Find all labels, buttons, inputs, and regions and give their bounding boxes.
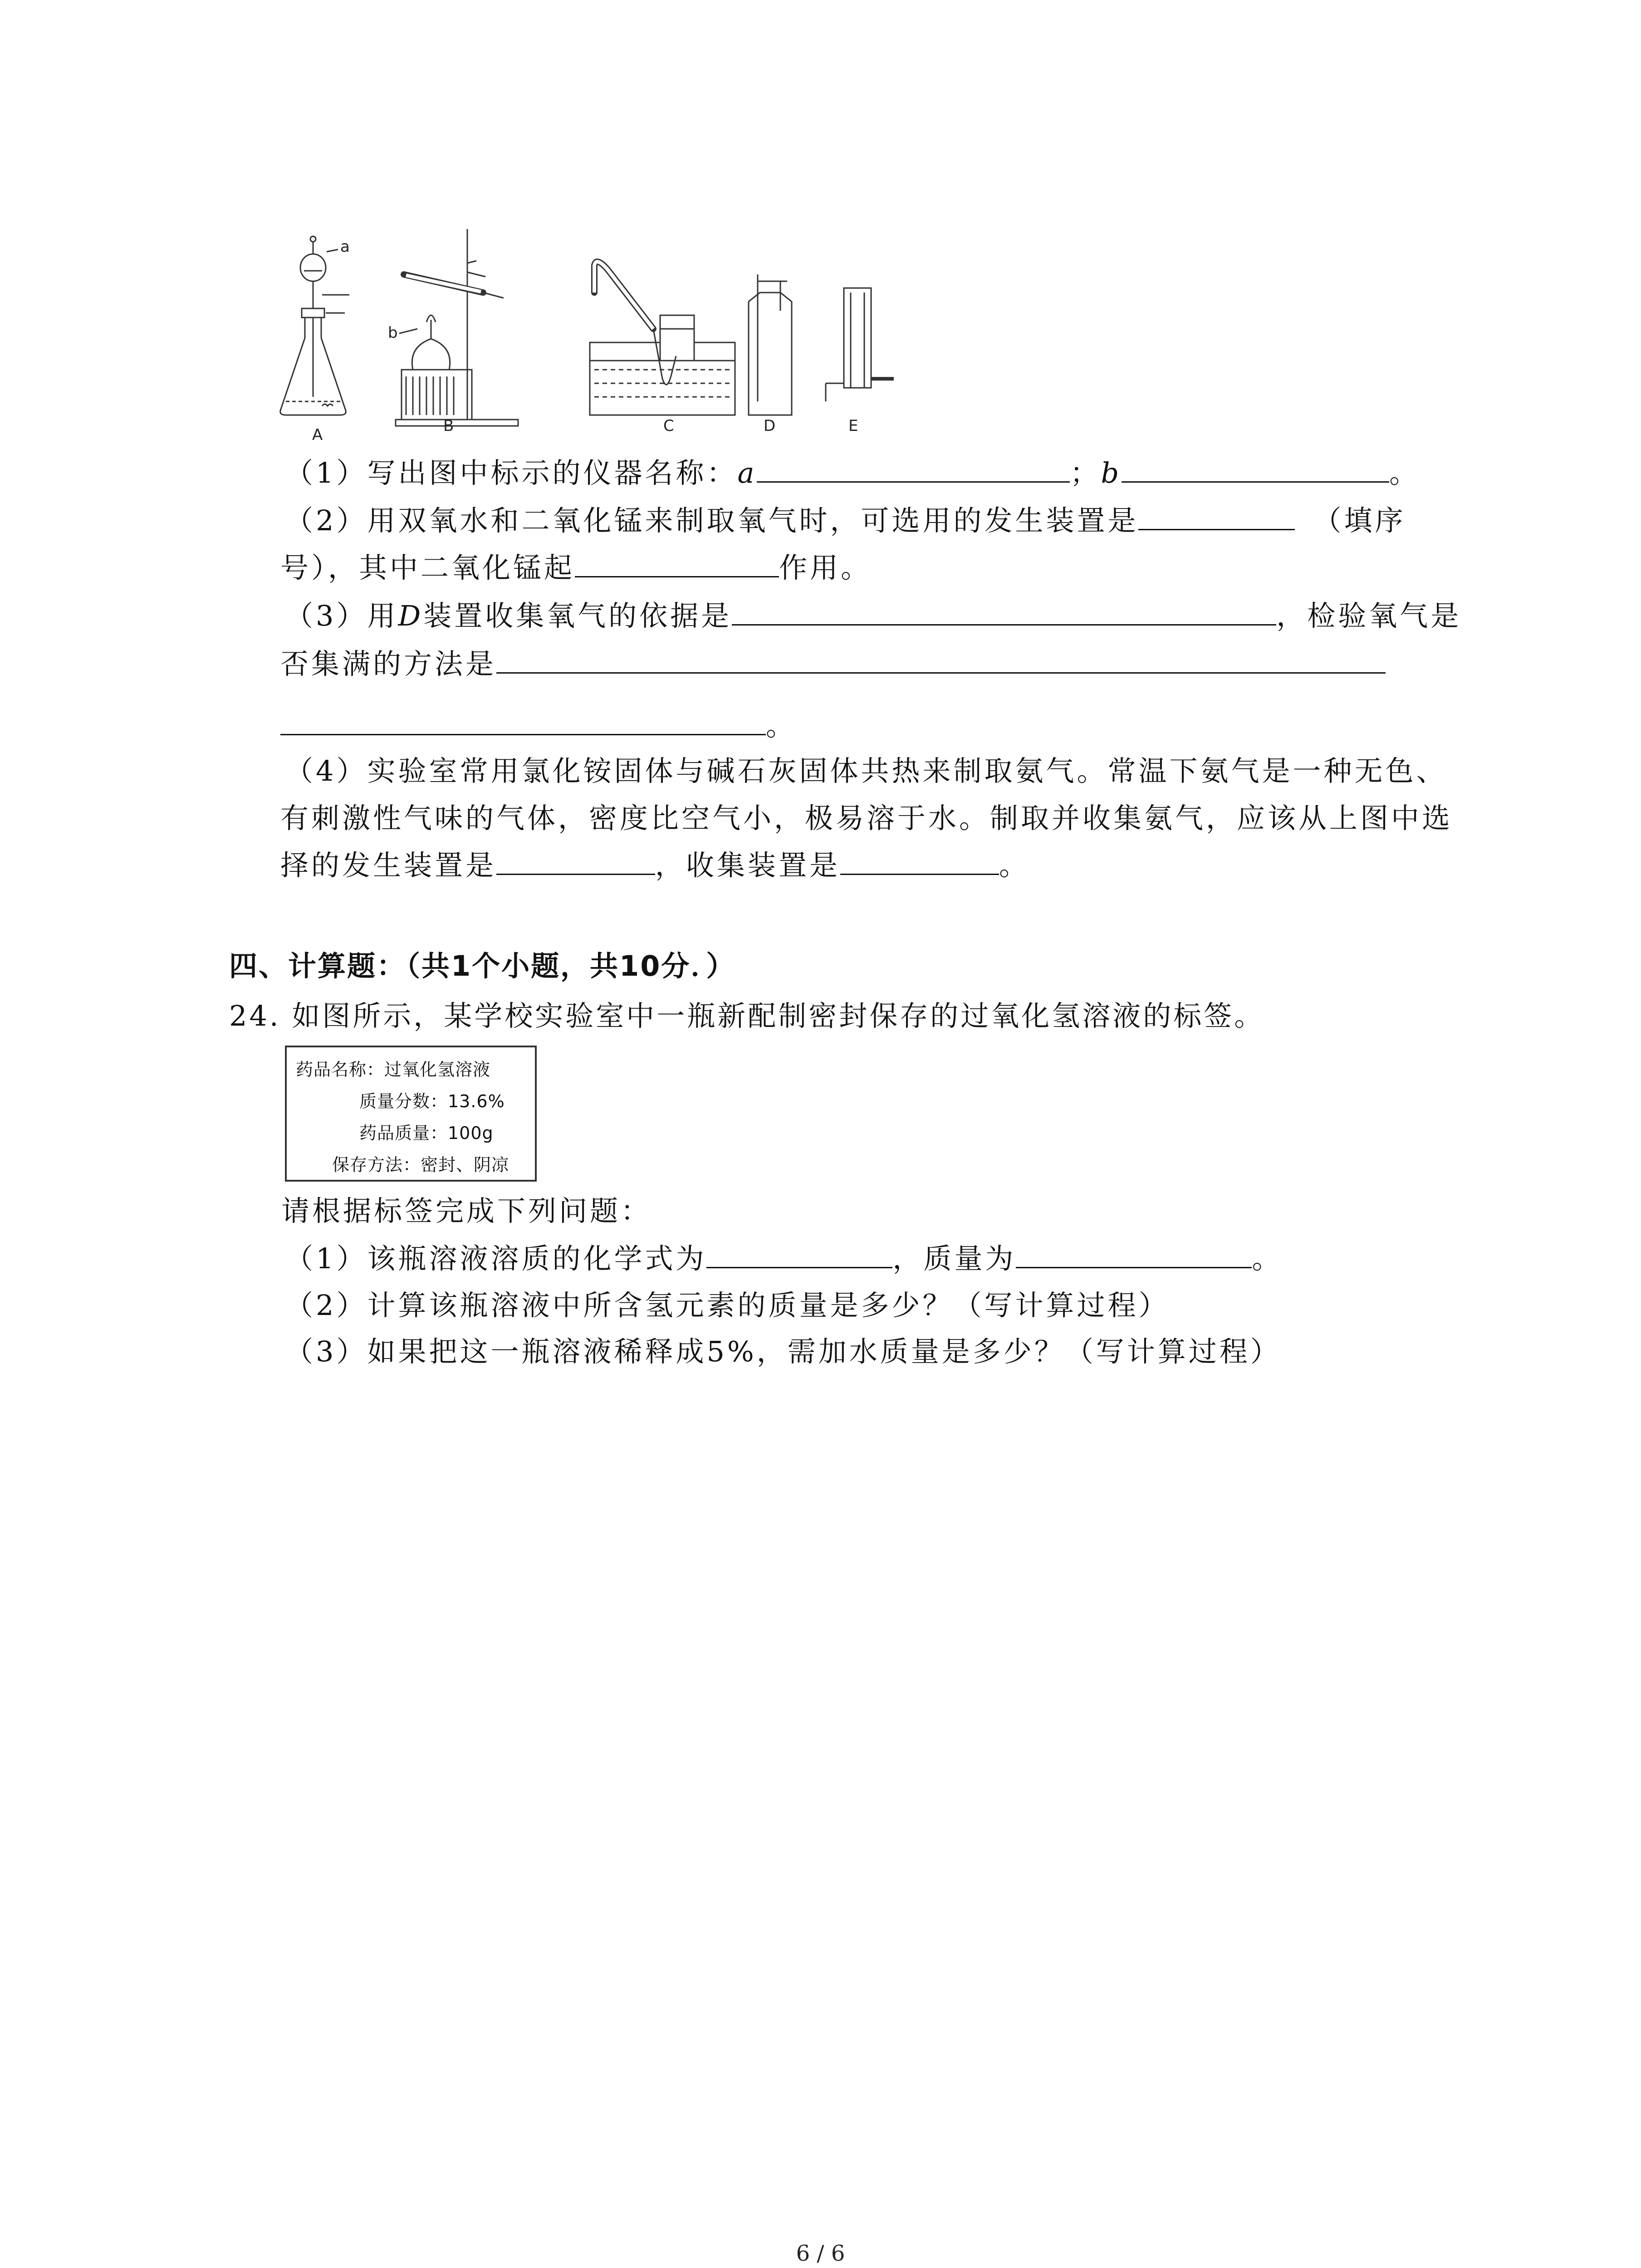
caption-b: B: [443, 417, 454, 435]
reagent-label: [285, 1046, 537, 1182]
q24-part2: （2）计算该瓶溶液中所含氢元素的质量是多少？（写计算过程）: [285, 1289, 1170, 1322]
apparatus-c: [590, 262, 735, 415]
label-mass: 药品质量：100g: [359, 1123, 494, 1143]
q23-part4-line3: 择的发生装置是 ，收集装置是 。: [280, 847, 1030, 884]
answer-blank-role[interactable]: [575, 550, 779, 577]
caption-d: D: [764, 417, 776, 435]
label-storage: 保存方法：密封、阴凉: [332, 1155, 509, 1175]
q24-part3: （3）如果把这一瓶溶液稀释成5%，需加水质量是多少？（写计算过程）: [285, 1335, 1281, 1368]
answer-blank-a[interactable]: [757, 455, 1070, 483]
q23-part2-line1: （2）用双氧水和二氧化锰来制取氧气时，可选用的发生装置是 （填序: [285, 503, 1406, 539]
answer-blank-b[interactable]: [1122, 455, 1389, 483]
caption-a: A: [312, 426, 323, 442]
label-b: b: [388, 324, 398, 342]
q23-part1: （1）写出图中标示的仪器名称：a ；b 。: [285, 455, 1420, 491]
q23-part3-line1: （3）用D装置收集氧气的依据是 ，检验氧气是: [285, 598, 1461, 634]
section-heading: 四、计算题：（共1个小题，共10分．）: [229, 949, 736, 982]
answer-blank-nh3-generator[interactable]: [496, 847, 655, 875]
q23-part3-line3: 。: [280, 708, 797, 744]
caption-c: C: [663, 417, 674, 435]
answer-blank-method-cont[interactable]: [280, 708, 766, 735]
label-fraction: 质量分数：13.6%: [359, 1091, 505, 1111]
q24-intro: 请根据标签完成下列问题：: [281, 1194, 652, 1227]
q24-stem: 24. 如图所示，某学校实验室中一瓶新配制密封保存的过氧化氢溶液的标签。: [229, 999, 1265, 1032]
q23-part2-line2: 号），其中二氧化锰起 作用。: [280, 550, 872, 586]
apparatus-figure: [277, 220, 921, 442]
q24-part1: （1）该瓶溶液溶质的化学式为 ，质量为 。: [285, 1241, 1283, 1277]
label-a: a: [340, 238, 350, 256]
answer-blank-generator[interactable]: [1138, 503, 1295, 530]
apparatus-e: [826, 288, 894, 401]
caption-e: E: [848, 417, 858, 435]
apparatus-d: [749, 274, 792, 415]
q23-part4-line1: （4）实验室常用氯化铵固体与碱石灰固体共热来制取氨气。常温下氨气是一种无色、: [285, 754, 1447, 787]
answer-blank-nh3-collector[interactable]: [840, 847, 999, 875]
answer-blank-basis[interactable]: [732, 598, 1276, 626]
apparatus-a: [280, 236, 349, 415]
apparatus-b: [396, 229, 518, 426]
label-name: 药品名称：过氧化氢溶液: [296, 1060, 491, 1080]
page-number: 6 / 6: [796, 2241, 845, 2266]
answer-blank-solute-mass[interactable]: [1016, 1241, 1252, 1268]
answer-blank-method[interactable]: [496, 646, 1386, 674]
q23-part4-line2: 有刺激性气味的气体，密度比空气小，极易溶于水。制取并收集氨气，应该从上图中选: [280, 802, 1453, 835]
answer-blank-formula[interactable]: [706, 1241, 892, 1268]
q23-part3-line2: 否集满的方法是: [280, 646, 1386, 682]
